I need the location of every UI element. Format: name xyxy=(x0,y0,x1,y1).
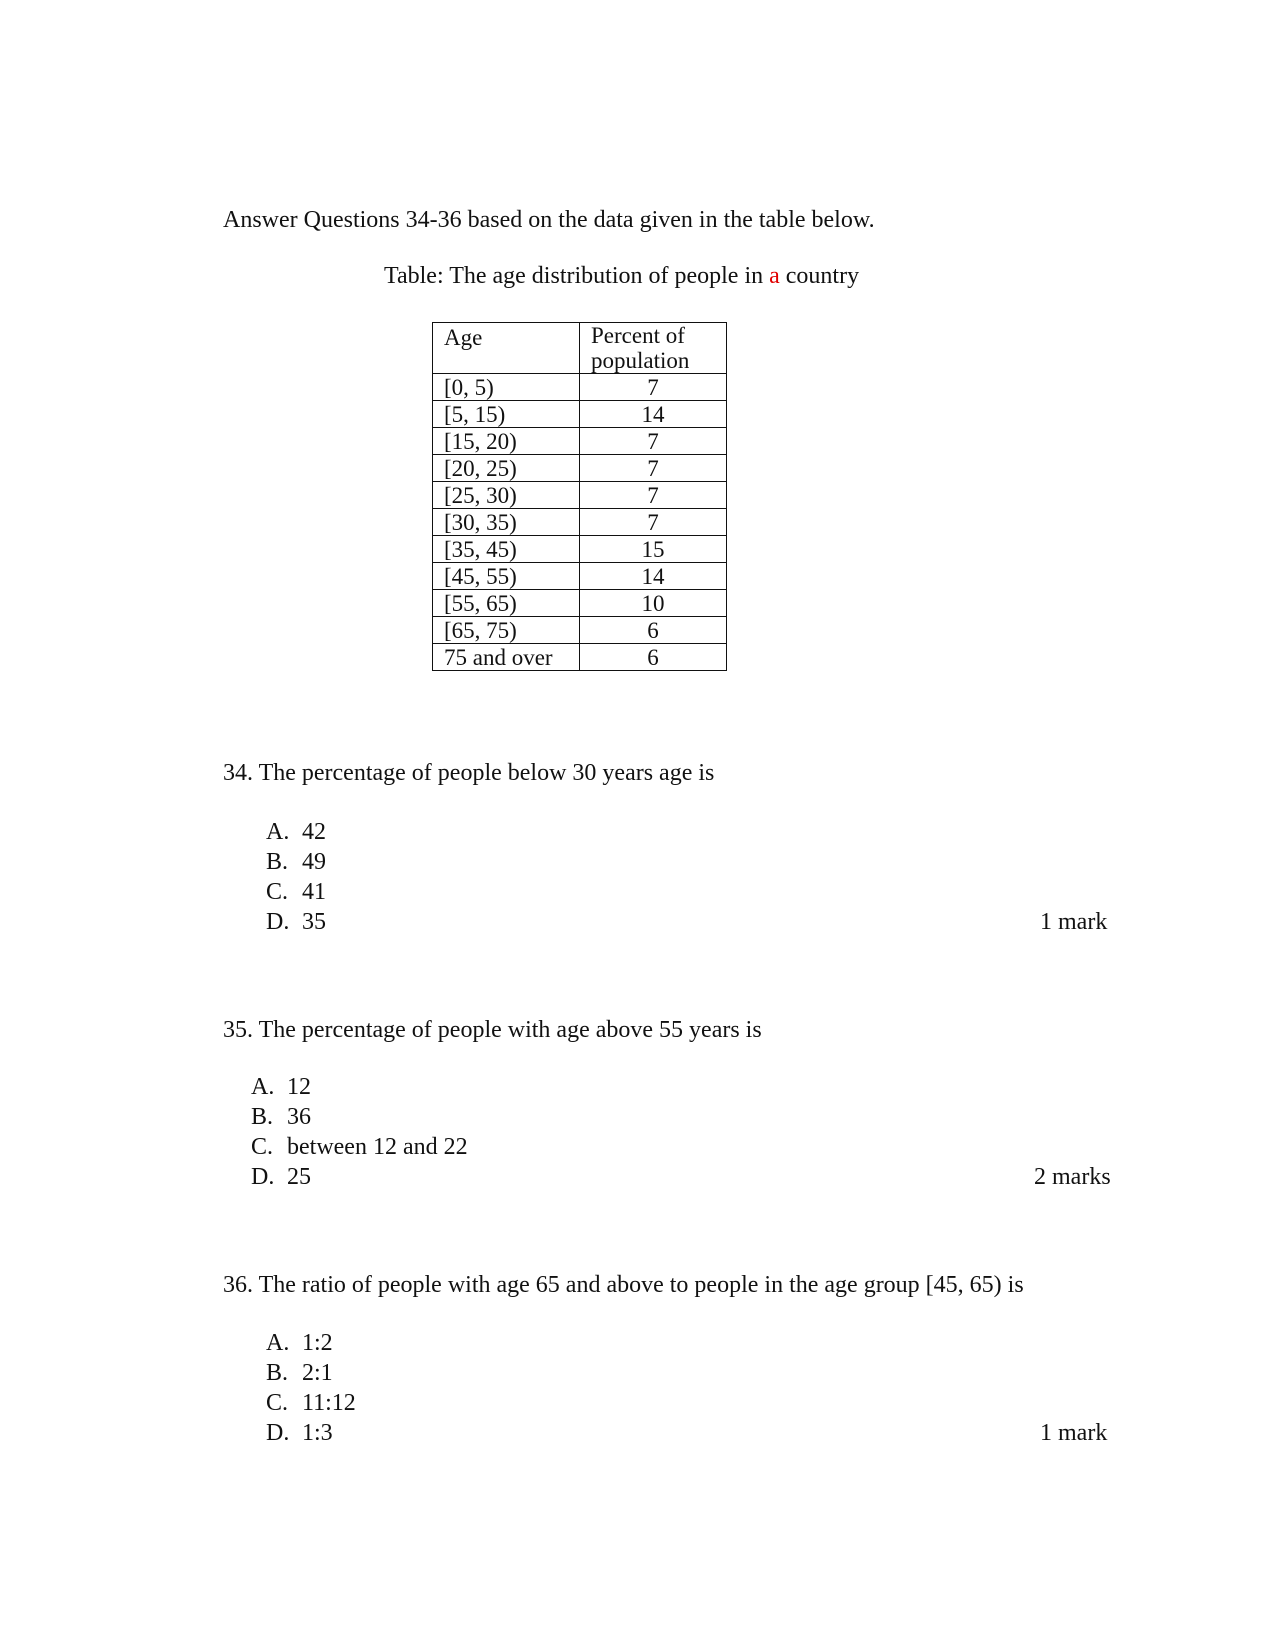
table-row xyxy=(433,617,727,644)
header-age: Age xyxy=(433,323,580,374)
age-cell: [30, 35) xyxy=(433,509,580,536)
table-caption xyxy=(384,264,859,288)
option-text: 49 xyxy=(302,849,326,875)
percent-cell: 14 xyxy=(580,563,727,590)
table-row xyxy=(433,455,727,482)
table-header-row xyxy=(433,323,727,374)
table-row xyxy=(433,428,727,455)
table-row xyxy=(433,374,727,401)
question-34-option-d xyxy=(266,910,326,934)
option-text: 1:3 xyxy=(302,1420,333,1446)
age-distribution-table xyxy=(432,322,727,671)
age-cell: [55, 65) xyxy=(433,590,580,617)
question-34-option-c xyxy=(266,880,326,904)
table-row xyxy=(433,536,727,563)
percent-cell: 6 xyxy=(580,617,727,644)
age-cell: [45, 55) xyxy=(433,563,580,590)
question-36-option-c xyxy=(266,1391,356,1415)
option-letter: A. xyxy=(266,1330,290,1356)
option-letter: C. xyxy=(266,1390,289,1416)
question-36-option-a xyxy=(266,1331,333,1355)
table-row xyxy=(433,590,727,617)
question-36-option-b xyxy=(266,1361,333,1385)
percent-cell: 15 xyxy=(580,536,727,563)
instructions-text: Answer Questions 34-36 based on the data given in the table below. xyxy=(223,207,875,233)
option-letter: D. xyxy=(266,1420,290,1446)
caption-text-end: country xyxy=(785,263,860,289)
question-35-option-c xyxy=(251,1135,468,1159)
option-letter: D. xyxy=(266,909,290,935)
percent-cell: 7 xyxy=(580,374,727,401)
option-letter: C. xyxy=(266,879,289,905)
age-cell: [20, 25) xyxy=(433,455,580,482)
question-35-option-b xyxy=(251,1105,311,1129)
question-34-option-b xyxy=(266,850,326,874)
option-text: 36 xyxy=(287,1104,311,1130)
option-text: 35 xyxy=(302,909,326,935)
header-percent: Percent of population xyxy=(580,323,727,374)
option-letter: D. xyxy=(251,1164,275,1190)
table-row xyxy=(433,563,727,590)
age-cell: [65, 75) xyxy=(433,617,580,644)
percent-cell: 10 xyxy=(580,590,727,617)
caption-text: Table: The age distribution of people in xyxy=(384,263,764,289)
option-letter: B. xyxy=(266,1360,289,1386)
age-cell: [25, 30) xyxy=(433,482,580,509)
age-cell: [15, 20) xyxy=(433,428,580,455)
option-text: between 12 and 22 xyxy=(287,1134,468,1160)
option-letter: B. xyxy=(266,849,289,875)
option-text: 42 xyxy=(302,819,326,845)
option-letter: A. xyxy=(251,1074,275,1100)
question-36-marks: 1 mark xyxy=(1040,1420,1108,1446)
age-cell: [5, 15) xyxy=(433,401,580,428)
question-36-stem: 36. The ratio of people with age 65 and above to people in the age group [45, 65) is xyxy=(223,1272,1024,1298)
option-text: 1:2 xyxy=(302,1330,333,1356)
percent-cell: 14 xyxy=(580,401,727,428)
option-letter: A. xyxy=(266,819,290,845)
question-35-marks: 2 marks xyxy=(1034,1164,1111,1190)
option-text: 2:1 xyxy=(302,1360,333,1386)
question-34-marks: 1 mark xyxy=(1040,909,1108,935)
percent-cell: 7 xyxy=(580,482,727,509)
question-35-option-a xyxy=(251,1075,311,1099)
age-cell: [0, 5) xyxy=(433,374,580,401)
age-cell: 75 and over xyxy=(433,644,580,671)
table-row xyxy=(433,401,727,428)
question-35-stem: 35. The percentage of people with age above 55 years is xyxy=(223,1017,762,1043)
question-35-option-d xyxy=(251,1165,311,1189)
table-row xyxy=(433,482,727,509)
option-letter: B. xyxy=(251,1104,274,1130)
option-letter: C. xyxy=(251,1134,274,1160)
age-cell: [35, 45) xyxy=(433,536,580,563)
option-text: 12 xyxy=(287,1074,311,1100)
question-34-stem: 34. The percentage of people below 30 years age is xyxy=(223,760,715,786)
percent-cell: 7 xyxy=(580,509,727,536)
question-36-option-d xyxy=(266,1421,333,1445)
percent-cell: 6 xyxy=(580,644,727,671)
option-text: 11:12 xyxy=(302,1390,356,1416)
option-text: 41 xyxy=(302,879,326,905)
percent-cell: 7 xyxy=(580,428,727,455)
caption-highlight: a xyxy=(769,263,780,289)
option-text: 25 xyxy=(287,1164,311,1190)
table-row xyxy=(433,509,727,536)
percent-cell: 7 xyxy=(580,455,727,482)
table-row xyxy=(433,644,727,671)
question-34-option-a xyxy=(266,820,326,844)
